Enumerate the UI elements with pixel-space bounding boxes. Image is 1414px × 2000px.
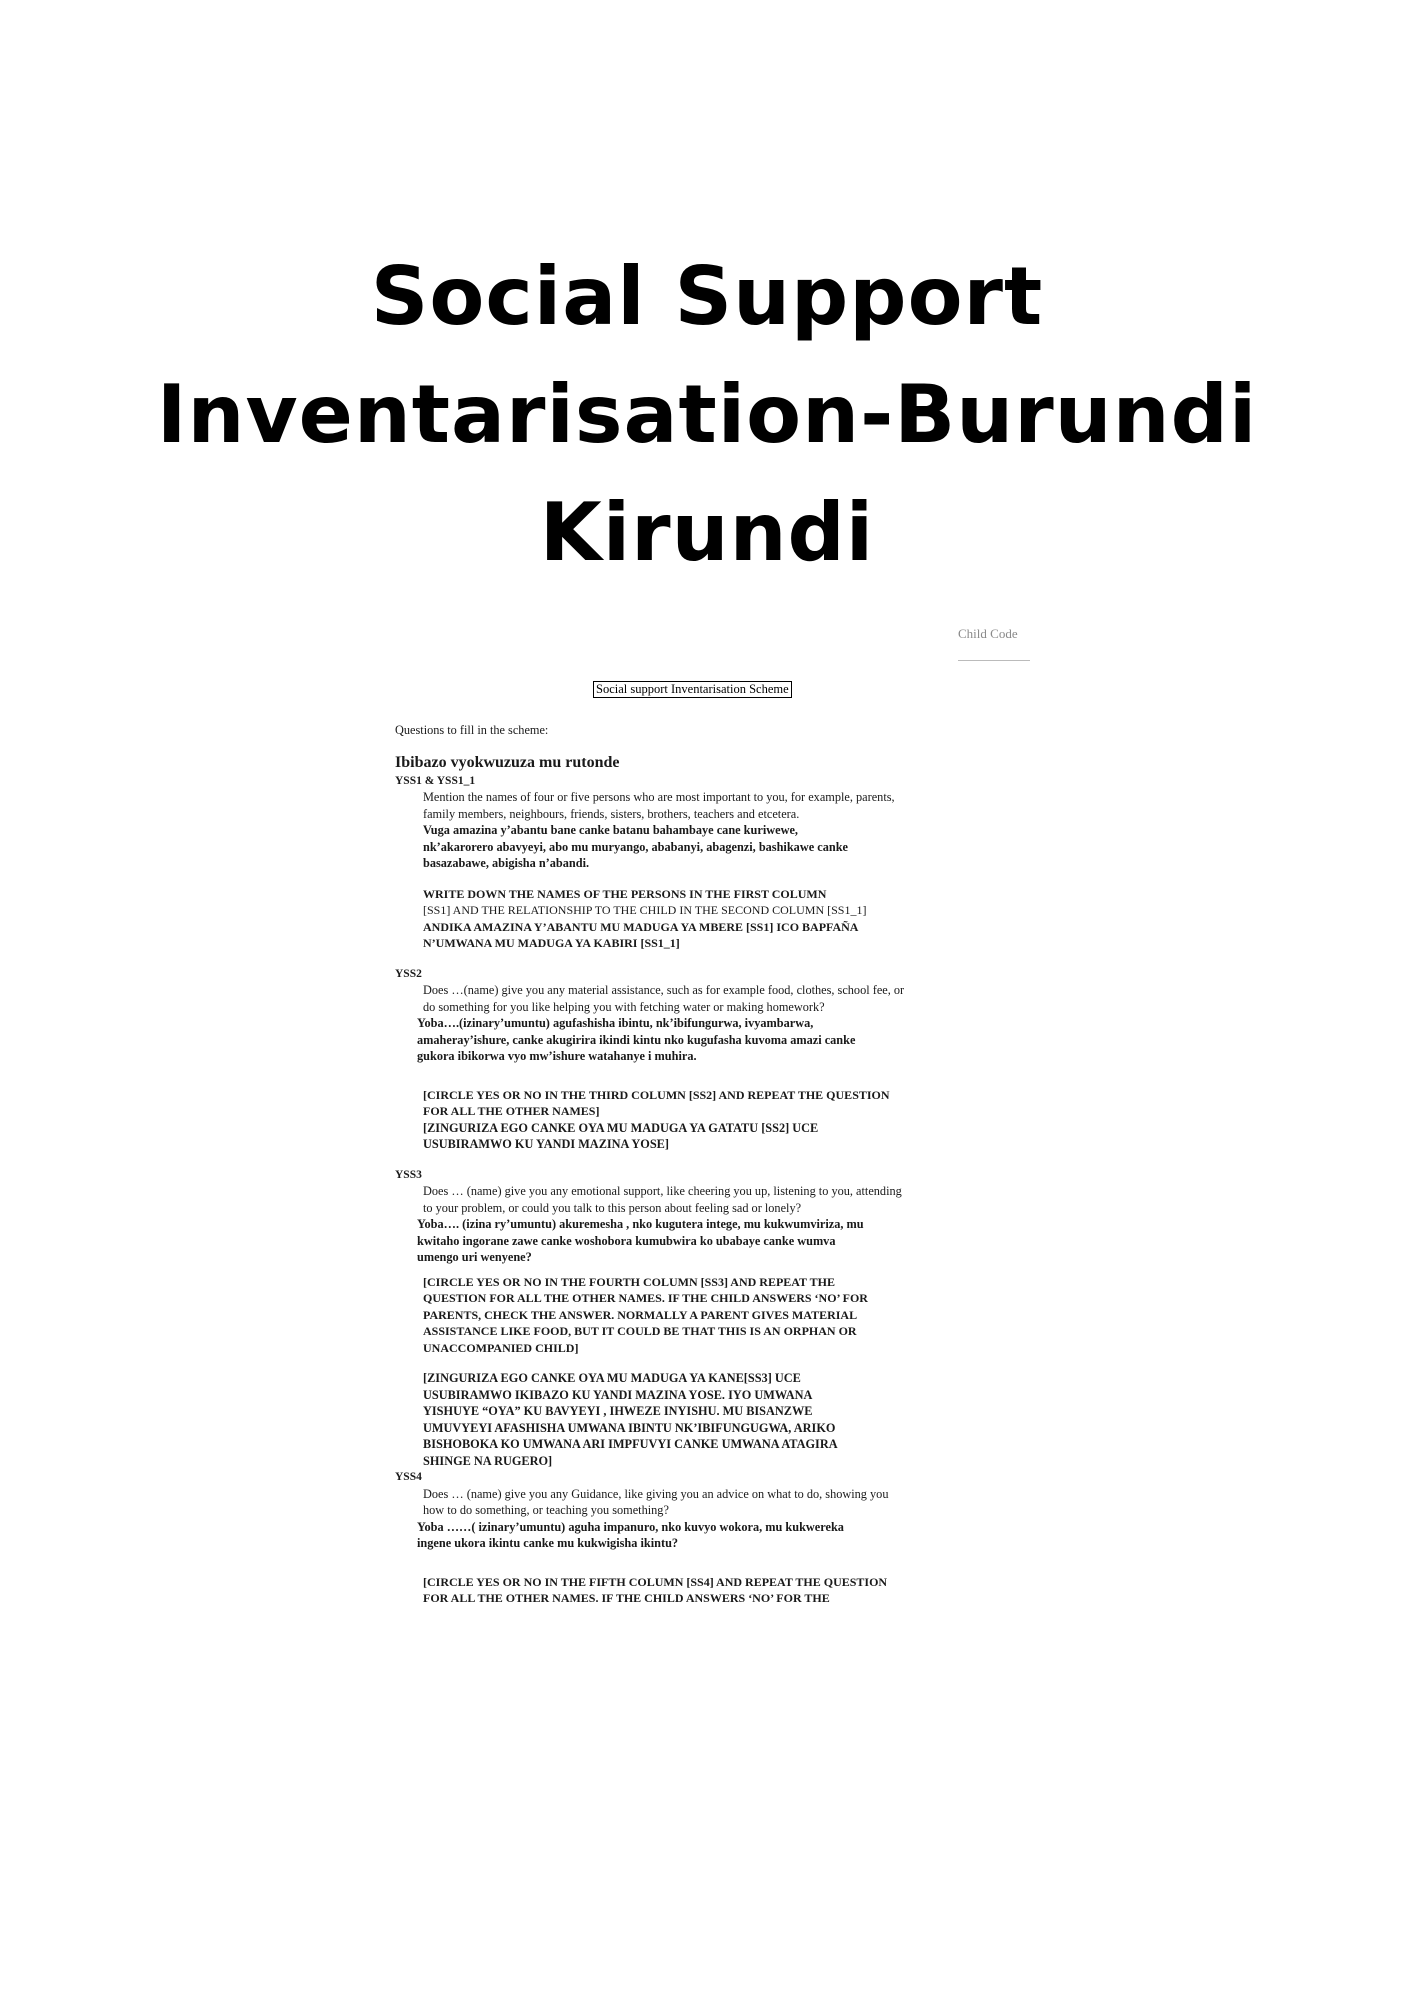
scheme-title: Social support Inventarisation Scheme xyxy=(593,681,792,698)
child-code-label: Child Code xyxy=(958,626,1018,641)
yss3-rn-2: kwitaho ingorane zawe canke woshobora kumubwira ko ubabaye canke wumva xyxy=(417,1233,836,1248)
yss1-instr-4: N’UMWANA MU MADUGA YA KABIRI [SS1_1] xyxy=(423,936,680,950)
heading-kirundi: Ibibazo vyokwuzuza mu rutonde xyxy=(395,753,620,771)
yss3-instr-4: ASSISTANCE LIKE FOOD, BUT IT COULD BE THAT THIS IS AN ORPHAN OR xyxy=(423,1324,857,1338)
yss4-block xyxy=(395,1486,1035,1519)
yss1-code: YSS1 & YSS1_1 xyxy=(395,774,476,787)
yss3-instr-block xyxy=(395,1274,1035,1470)
yss2-instr-1: [CIRCLE YES OR NO IN THE THIRD COLUMN [SS2] AND REPEAT THE QUESTION xyxy=(423,1087,890,1102)
yss3-instr-2: QUESTION FOR ALL THE OTHER NAMES. IF THE CHILD ANSWERS ‘NO’ FOR xyxy=(423,1291,868,1305)
yss3-code: YSS3 xyxy=(395,1168,422,1181)
yss4-en-1: Does … (name) give you any Guidance, like giving you an advice on what to do, showing you xyxy=(423,1486,889,1501)
yss3-en-2: to your problem, or could you talk to this person about feeling sad or lonely? xyxy=(423,1200,802,1215)
yss3-rn-1: Yoba…. (izina ry’umuntu) akuremesha , nko kugutera intege, mu kukwumviriza, mu xyxy=(417,1217,864,1231)
yss3-rn-instr-5: BISHOBOKA KO UMWANA ARI IMPFUVYI CANKE UMWANA ATAGIRA xyxy=(423,1437,838,1451)
yss1-block xyxy=(395,789,1035,952)
yss3-instr-3: PARENTS, CHECK THE ANSWER. NORMALLY A PARENT GIVES MATERIAL xyxy=(423,1307,858,1322)
yss3-rn-instr-6: SHINGE NA RUGERO] xyxy=(423,1453,553,1468)
child-code-underline xyxy=(958,660,1030,661)
yss1-rn-3: basazabawe, abigisha n’abandi. xyxy=(423,856,590,870)
yss2-instr-block xyxy=(395,1087,1035,1153)
yss3-rn-3: umengo uri wenyene? xyxy=(417,1250,532,1264)
yss3-block xyxy=(395,1183,1035,1216)
yss3-rn-instr-4: UMUVYEYI AFASHISHA UMWANA IBINTU NK’IBIFUNGUGWA, ARIKO xyxy=(423,1420,836,1435)
yss2-en-1: Does …(name) give you any material assistance, such as for example food, clothes, school fee, or xyxy=(423,983,905,997)
yss1-en-1: Mention the names of four or five persons who are most important to you, for example, parents, xyxy=(423,790,895,804)
yss4-en-2: how to do something, or teaching you something? xyxy=(423,1503,669,1517)
yss2-rn-1: Yoba….(izinary’umuntu) agufashisha ibintu, nk’ibifungurwa, ivyambarwa, xyxy=(417,1016,814,1030)
document-page xyxy=(395,722,1035,1607)
yss3-rn-instr-3: YISHUYE “OYA” KU BAVYEYI , IHWEZE INYISHU. MU BISANZWE xyxy=(423,1404,813,1418)
yss3-rn-instr-1: [ZINGURIZA EGO CANKE OYA MU MADUGA YA KANE[SS3] UCE xyxy=(423,1371,801,1385)
yss4-rn-block xyxy=(395,1519,1035,1552)
cover-title-line-1: Social Support xyxy=(370,250,1044,343)
yss2-instr-3: [ZINGURIZA EGO CANKE OYA MU MADUGA YA GATATU [SS2] UCE xyxy=(423,1120,819,1135)
yss2-rn-block xyxy=(395,1015,1035,1065)
yss4-code: YSS4 xyxy=(395,1471,422,1483)
yss4-rn-1: Yoba ……( izinary’umuntu) aguha impanuro, nko kuvyo wokora, mu kukwereka xyxy=(417,1519,844,1534)
yss3-instr-5: UNACCOMPANIED CHILD] xyxy=(423,1340,579,1355)
yss4-instr-1: [CIRCLE YES OR NO IN THE FIFTH COLUMN [SS4] AND REPEAT THE QUESTION xyxy=(423,1574,888,1589)
yss2-rn-2: amaheray’ishure, canke akugirira ikindi kintu nko kugufasha kuvoma amazi canke xyxy=(417,1032,856,1047)
yss2-en-2: do something for you like helping you with fetching water or making homework? xyxy=(423,999,825,1014)
cover-title-line-3: Kirundi xyxy=(539,486,875,579)
yss1-instr-1: WRITE DOWN THE NAMES OF THE PERSONS IN THE FIRST COLUMN xyxy=(423,886,827,901)
yss2-block xyxy=(395,982,1035,1015)
yss3-en-1: Does … (name) give you any emotional support, like cheering you up, listening to you, attending xyxy=(423,1184,902,1198)
yss1-rn-1: Vuga amazina y’abantu bane canke batanu bahambaye cane kuriwewe, xyxy=(423,823,798,837)
yss4-instr-block xyxy=(395,1574,1035,1607)
cover-title-line-2: Inventarisation-Burundi xyxy=(156,368,1258,461)
yss3-instr-1: [CIRCLE YES OR NO IN THE FOURTH COLUMN [SS3] AND REPEAT THE xyxy=(423,1274,835,1289)
yss1-instr-2: [SS1] AND THE RELATIONSHIP TO THE CHILD IN THE SECOND COLUMN [SS1_1] xyxy=(423,903,867,917)
yss3-rn-block xyxy=(395,1216,1035,1266)
intro-text: Questions to fill in the scheme: xyxy=(395,723,549,737)
yss3-rn-instr-2: USUBIRAMWO IKIBAZO KU YANDI MAZINA YOSE. IYO UMWANA xyxy=(423,1387,813,1402)
yss2-instr-4: USUBIRAMWO KU YANDI MAZINA YOSE] xyxy=(423,1137,669,1151)
yss4-rn-2: ingene ukora ikintu canke mu kukwigisha ikintu? xyxy=(417,1536,679,1550)
yss2-instr-2: FOR ALL THE OTHER NAMES] xyxy=(423,1104,600,1118)
yss4-instr-2: FOR ALL THE OTHER NAMES. IF THE CHILD ANSWERS ‘NO’ FOR THE xyxy=(423,1591,830,1605)
yss2-code: YSS2 xyxy=(395,967,422,980)
yss2-rn-3: gukora ibikorwa vyo mw’ishure watahanye i muhira. xyxy=(417,1049,697,1063)
yss1-rn-2: nk’akarorero abavyeyi, abo mu muryango, ababanyi, abagenzi, bashikawe canke xyxy=(423,839,848,854)
cover-title xyxy=(0,238,1414,592)
yss1-instr-3: ANDIKA AMAZINA Y’ABANTU MU MADUGA YA MBERE [SS1] ICO BAPFAÑA xyxy=(423,919,859,934)
yss1-en-2: family members, neighbours, friends, sisters, brothers, teachers and etcetera. xyxy=(423,806,800,821)
